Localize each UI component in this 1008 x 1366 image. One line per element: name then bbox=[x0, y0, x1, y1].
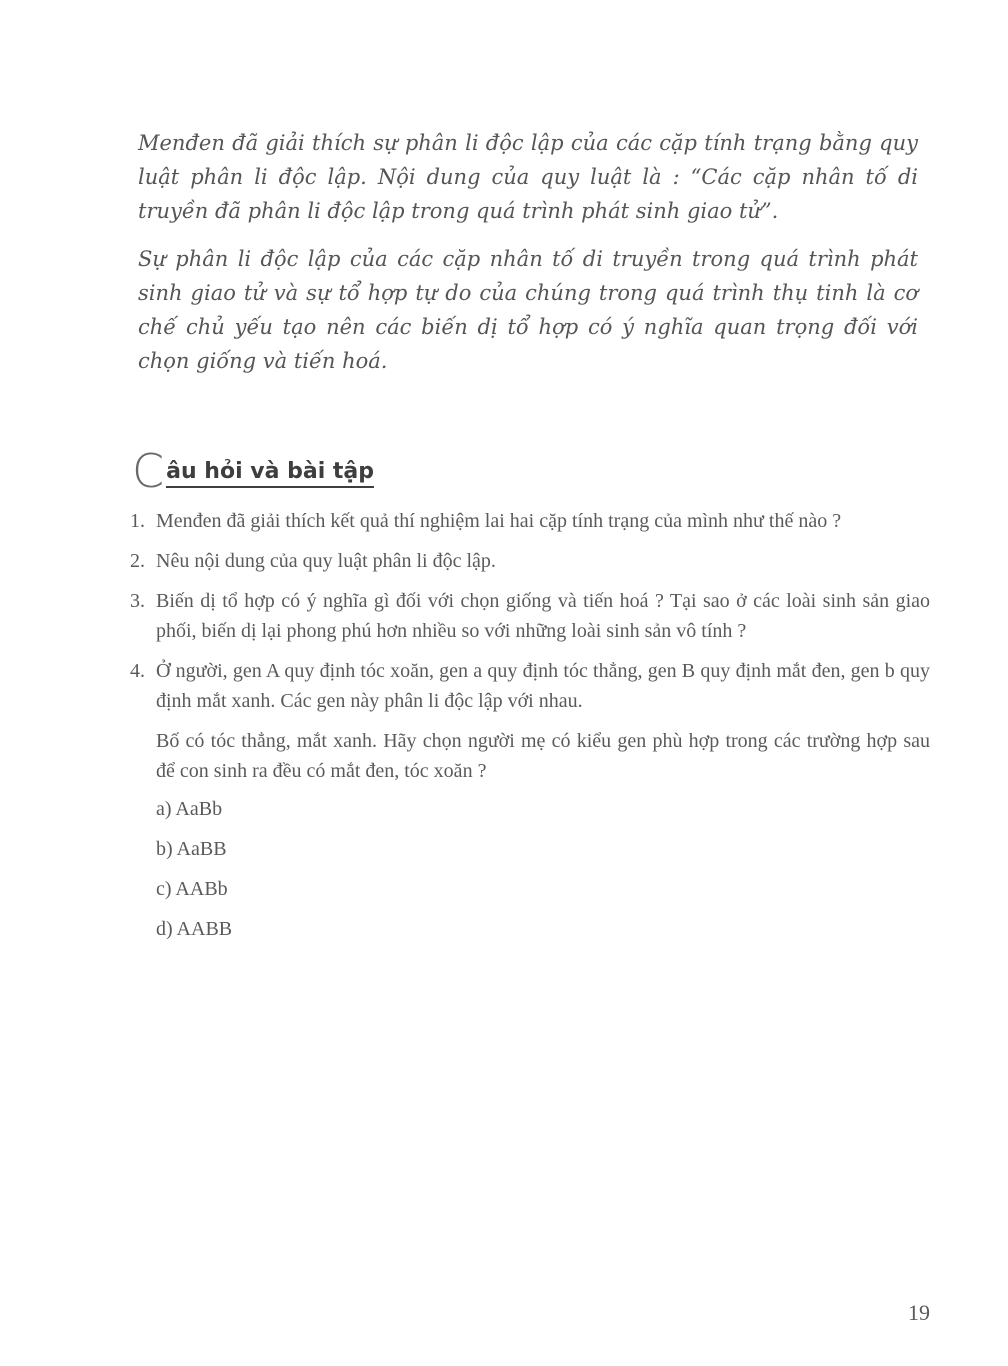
question-number: 3. bbox=[130, 590, 145, 612]
question-number: 4. bbox=[130, 660, 145, 682]
summary-paragraph-2: Sự phân li độc lập của các cặp nhân tố di truyền trong quá trình phát sinh giao tử và sự tổ hợp tự do của chúng trong quá trình thụ tinh là cơ chế chủ yếu tạo nên các biến dị tổ hợp có ý nghĩa quan trọng đối với chọn giống và tiến hoá. bbox=[138, 247, 918, 373]
answer-options bbox=[156, 794, 930, 944]
section-heading bbox=[132, 444, 375, 498]
question-item bbox=[130, 506, 930, 536]
summary-box bbox=[138, 126, 918, 392]
questions-list bbox=[130, 506, 930, 954]
question-number: 1. bbox=[130, 510, 145, 532]
question-text: Menđen đã giải thích kết quả thí nghiệm lai hai cặp tính trạng của mình như thế nào ? bbox=[156, 510, 842, 532]
heading-decorative-letter: C bbox=[132, 444, 165, 498]
question-text: Nêu nội dung của quy luật phân li độc lập. bbox=[156, 550, 496, 572]
answer-option-c: c) AABb bbox=[156, 878, 228, 900]
answer-option-b: b) AaBB bbox=[156, 838, 227, 860]
question-text: Biến dị tổ hợp có ý nghĩa gì đối với chọn giống và tiến hoá ? Tại sao ở các loài sinh sản giao phối, biến dị lại phong phú hơn nhiều so với những loài sinh sản vô tính ? bbox=[156, 590, 930, 642]
heading-title: âu hỏi và bài tập bbox=[166, 459, 374, 488]
question-text-continued: Bố có tóc thẳng, mắt xanh. Hãy chọn người mẹ có kiểu gen phù hợp trong các trường hợp sau để con sinh ra đều có mắt đen, tóc xoăn ? bbox=[156, 730, 930, 782]
question-item bbox=[130, 656, 930, 944]
page-number: 19 bbox=[908, 1300, 930, 1325]
summary-paragraph-1: Menđen đã giải thích sự phân li độc lập của các cặp tính trạng bằng quy luật phân li độc lập. Nội dung của quy luật là : “Các cặp nhân tố di truyền đã phân li độc lập trong quá trình phát sinh giao tử”. bbox=[138, 131, 918, 223]
question-item bbox=[130, 546, 930, 576]
question-item bbox=[130, 586, 930, 646]
answer-option-a: a) AaBb bbox=[156, 798, 223, 820]
question-text: Ở người, gen A quy định tóc xoăn, gen a quy định tóc thẳng, gen B quy định mắt đen, gen b quy định mắt xanh. Các gen này phân li độc lập với nhau. bbox=[156, 660, 930, 712]
answer-option-d: d) AABB bbox=[156, 918, 233, 940]
question-number: 2. bbox=[130, 550, 145, 572]
